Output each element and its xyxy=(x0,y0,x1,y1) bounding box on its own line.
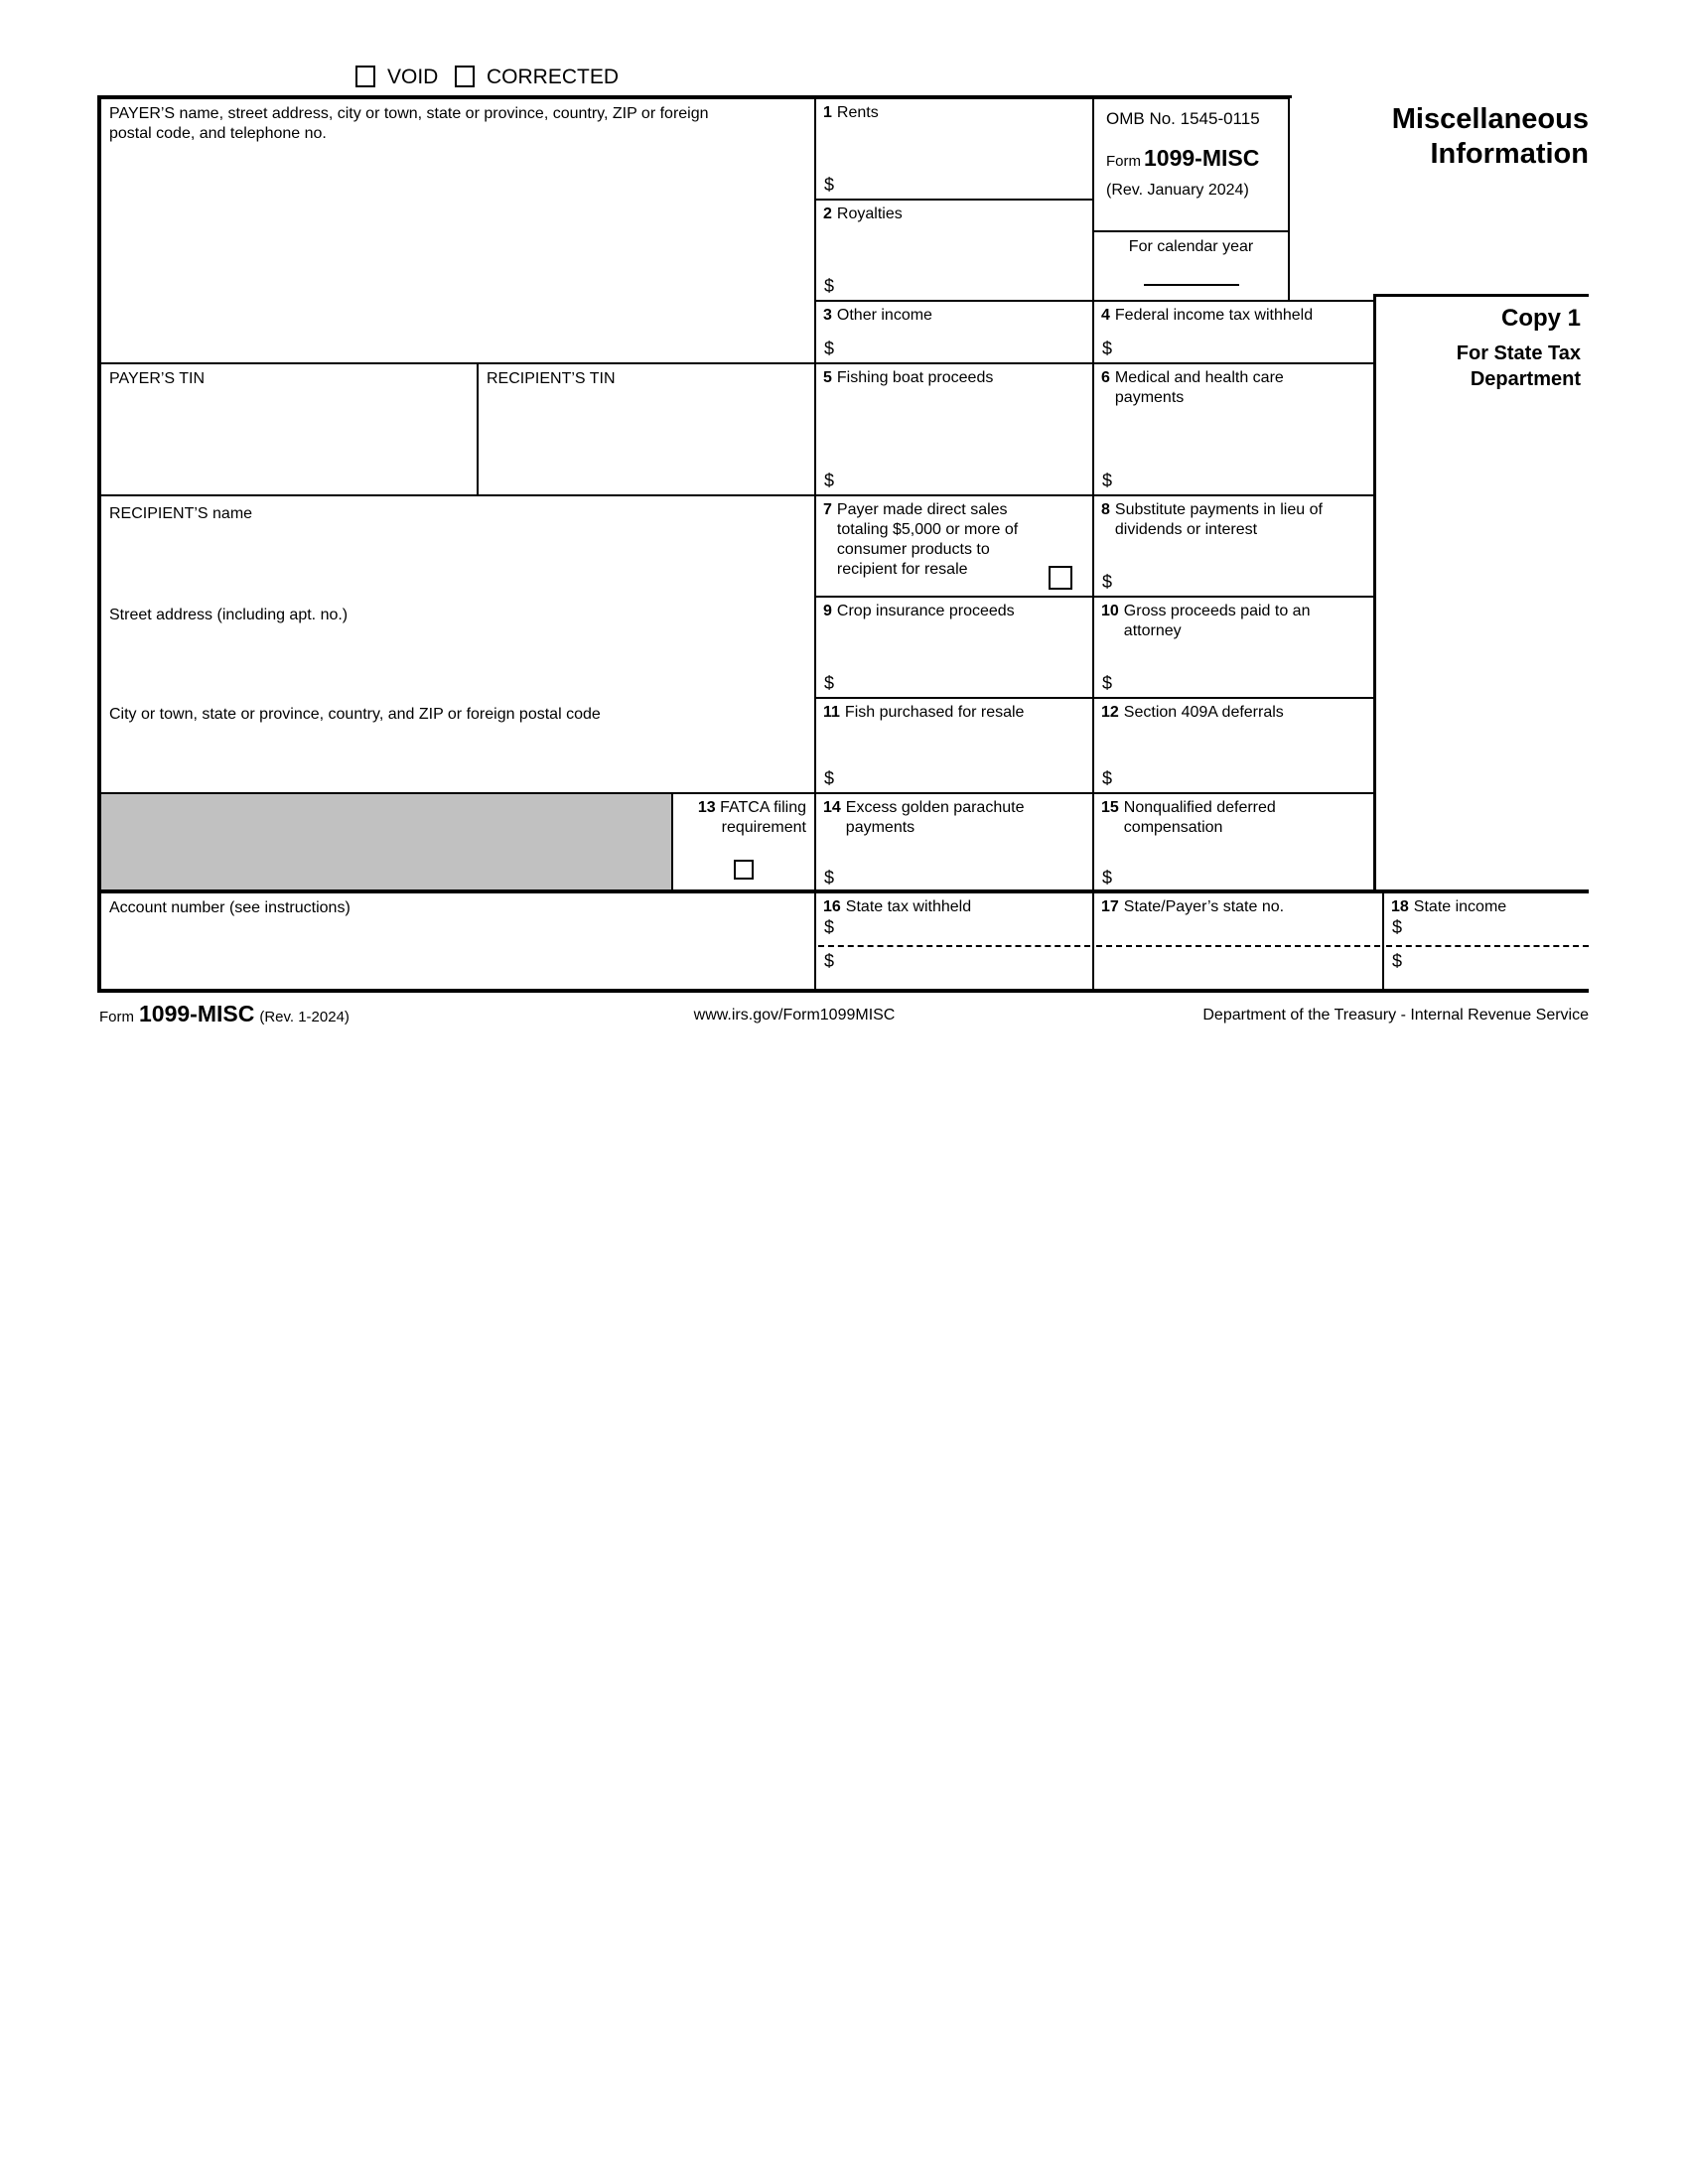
dollar-sign: $ xyxy=(824,471,835,490)
box-2-text: Royalties xyxy=(836,205,903,222)
box-8-number: 8 xyxy=(1101,501,1110,518)
border-line xyxy=(99,989,1589,993)
box-11-label xyxy=(816,699,1092,727)
box-12-label xyxy=(1094,699,1373,727)
box-13-label xyxy=(673,794,814,842)
dollar-sign: $ xyxy=(824,917,835,937)
box-15-label xyxy=(1094,794,1373,842)
box-12-number: 12 xyxy=(1101,704,1119,721)
dollar-sign: $ xyxy=(824,276,835,296)
box-12-409a-deferrals[interactable] xyxy=(1092,697,1375,794)
box-10-text: Gross proceeds paid to an attorney xyxy=(1123,603,1311,639)
account-number-label: Account number (see instructions) xyxy=(109,899,351,916)
form-word: Form xyxy=(1106,153,1141,170)
box-11-number: 11 xyxy=(823,704,840,721)
dashed-divider xyxy=(1096,945,1380,947)
footer-form-word: Form xyxy=(99,1009,134,1025)
dollar-sign: $ xyxy=(824,673,835,693)
box-14-label xyxy=(816,794,1092,842)
box-5-number: 5 xyxy=(823,369,832,386)
copy-for-line1: For State Tax xyxy=(1456,342,1581,364)
shaded-area xyxy=(99,792,673,893)
box-4-text: Federal income tax withheld xyxy=(1114,307,1314,324)
box-8-substitute-payments[interactable] xyxy=(1092,494,1375,598)
dollar-sign: $ xyxy=(1102,673,1113,693)
box-1-number: 1 xyxy=(823,104,832,121)
box-6-number: 6 xyxy=(1101,369,1110,386)
form-title-line2: Information xyxy=(1430,138,1589,170)
direct-sales-checkbox[interactable] xyxy=(1049,566,1072,590)
city-state-zip-label: City or town, state or province, country, and ZIP or foreign postal code xyxy=(109,706,601,723)
box-10-number: 10 xyxy=(1101,603,1119,619)
footer-revision: (Rev. 1-2024) xyxy=(259,1009,350,1025)
copy-designation-block xyxy=(1373,294,1589,891)
dollar-sign: $ xyxy=(1102,572,1113,592)
account-number-field[interactable] xyxy=(99,891,816,993)
box-5-label xyxy=(816,364,1092,392)
box-15-text: Nonqualified deferred compensation xyxy=(1123,799,1276,836)
box-7-direct-sales xyxy=(814,494,1094,598)
box-13-text: FATCA filing requirement xyxy=(720,799,806,836)
box-3-other-income[interactable] xyxy=(814,300,1094,364)
box-3-label xyxy=(816,302,1092,330)
box-11-text: Fish purchased for resale xyxy=(844,704,1025,721)
footer-form-id xyxy=(99,1001,350,1027)
recipient-tin-field[interactable] xyxy=(477,362,816,496)
void-checkbox[interactable] xyxy=(355,66,375,87)
box-6-medical-payments[interactable] xyxy=(1092,362,1375,496)
street-address-label: Street address (including apt. no.) xyxy=(109,607,349,623)
omb-form-block xyxy=(1092,97,1290,232)
payer-tin-label: PAYER’S TIN xyxy=(109,370,206,387)
recipient-name-label: RECIPIENT’S name xyxy=(109,505,253,522)
box-11-fish-purchased[interactable] xyxy=(814,697,1094,794)
box-7-number: 7 xyxy=(823,501,832,518)
copy-number: Copy 1 xyxy=(1500,305,1581,332)
box-12-text: Section 409A deferrals xyxy=(1123,704,1284,721)
footer-irs-url: www.irs.gov/Form1099MISC xyxy=(693,1007,896,1024)
box-9-crop-insurance[interactable] xyxy=(814,596,1094,699)
box-18-label xyxy=(1384,893,1589,921)
box-5-fishing-boat-proceeds[interactable] xyxy=(814,362,1094,496)
omb-number: OMB No. 1545-0115 xyxy=(1106,109,1260,128)
box-1-rents[interactable] xyxy=(814,97,1094,201)
box-6-label xyxy=(1094,364,1373,412)
box-17-number: 17 xyxy=(1101,898,1119,915)
box-13-fatca xyxy=(671,792,816,893)
box-14-number: 14 xyxy=(823,799,841,816)
box-14-text: Excess golden parachute payments xyxy=(845,799,1025,836)
box-9-text: Crop insurance proceeds xyxy=(836,603,1015,619)
payer-name-field[interactable] xyxy=(99,97,816,364)
box-3-text: Other income xyxy=(836,307,932,324)
dollar-sign: $ xyxy=(824,339,835,358)
dollar-sign: $ xyxy=(824,175,835,195)
dollar-sign: $ xyxy=(1102,471,1113,490)
footer-department: Department of the Treasury - Internal Revenue Service xyxy=(1202,1007,1589,1024)
recipient-address-block[interactable] xyxy=(99,494,816,794)
box-8-text: Substitute payments in lieu of dividends or interest xyxy=(1114,501,1323,538)
footer-form-number: 1099-MISC xyxy=(139,1001,255,1026)
box-4-label xyxy=(1094,302,1373,330)
fatca-checkbox[interactable] xyxy=(734,860,754,880)
calendar-year-field[interactable] xyxy=(1144,268,1239,286)
border-line xyxy=(97,95,100,993)
box-2-label xyxy=(816,201,1092,228)
copy-for-line2: Department xyxy=(1470,368,1581,390)
payer-tin-field[interactable] xyxy=(99,362,479,496)
box-3-number: 3 xyxy=(823,307,832,324)
box-15-nonqualified-compensation[interactable] xyxy=(1092,792,1375,893)
box-16-text: State tax withheld xyxy=(845,898,972,915)
calendar-year-box xyxy=(1092,230,1290,302)
box-1-label xyxy=(816,99,1092,127)
box-17-label xyxy=(1094,893,1382,921)
dollar-sign: $ xyxy=(824,951,835,971)
box-7-text: Payer made direct sales totaling $5,000 or more of consumer products to recipient for resale xyxy=(836,501,1019,578)
dollar-sign: $ xyxy=(1392,951,1403,971)
box-6-text: Medical and health care payments xyxy=(1114,369,1284,406)
box-18-state-income[interactable] xyxy=(1382,891,1589,993)
box-18-number: 18 xyxy=(1391,898,1409,915)
box-16-label xyxy=(816,893,1092,921)
void-label: VOID xyxy=(387,66,439,88)
box-8-label xyxy=(1094,496,1373,544)
dollar-sign: $ xyxy=(1102,868,1113,887)
dollar-sign: $ xyxy=(1102,768,1113,788)
payer-name-label: PAYER’S name, street address, city or town, state or province, country, ZIP or foreign postal code, and telephone no. xyxy=(109,105,709,142)
dollar-sign: $ xyxy=(1392,917,1403,937)
dashed-divider xyxy=(1386,945,1589,947)
box-9-label xyxy=(816,598,1092,625)
calendar-year-label: For calendar year xyxy=(1128,238,1254,255)
revision-line: (Rev. January 2024) xyxy=(1106,182,1249,199)
box-5-text: Fishing boat proceeds xyxy=(836,369,994,386)
recipient-tin-label: RECIPIENT’S TIN xyxy=(487,370,616,387)
corrected-checkbox[interactable] xyxy=(455,66,475,87)
box-1-text: Rents xyxy=(836,104,879,121)
box-4-number: 4 xyxy=(1101,307,1110,324)
dollar-sign: $ xyxy=(1102,339,1113,358)
box-2-number: 2 xyxy=(823,205,832,222)
box-4-federal-tax-withheld[interactable] xyxy=(1092,300,1375,364)
border-line xyxy=(99,95,1292,98)
box-14-golden-parachute[interactable] xyxy=(814,792,1094,893)
border-line xyxy=(99,889,1589,892)
box-10-gross-proceeds-attorney[interactable] xyxy=(1092,596,1375,699)
form-title-line1: Miscellaneous xyxy=(1391,103,1589,135)
dashed-divider xyxy=(818,945,1090,947)
box-9-number: 9 xyxy=(823,603,832,619)
dollar-sign: $ xyxy=(824,868,835,887)
form-number: 1099-MISC xyxy=(1144,145,1260,171)
box-17-state-payer-number[interactable] xyxy=(1092,891,1384,993)
box-16-state-tax-withheld[interactable] xyxy=(814,891,1094,993)
dollar-sign: $ xyxy=(824,768,835,788)
box-18-text: State income xyxy=(1413,898,1507,915)
box-15-number: 15 xyxy=(1101,799,1119,816)
box-16-number: 16 xyxy=(823,898,841,915)
box-13-number: 13 xyxy=(697,799,716,816)
box-2-royalties[interactable] xyxy=(814,199,1094,302)
box-17-text: State/Payer’s state no. xyxy=(1123,898,1285,915)
box-10-label xyxy=(1094,598,1373,645)
corrected-label: CORRECTED xyxy=(487,66,620,88)
form-number-line xyxy=(1106,145,1288,172)
